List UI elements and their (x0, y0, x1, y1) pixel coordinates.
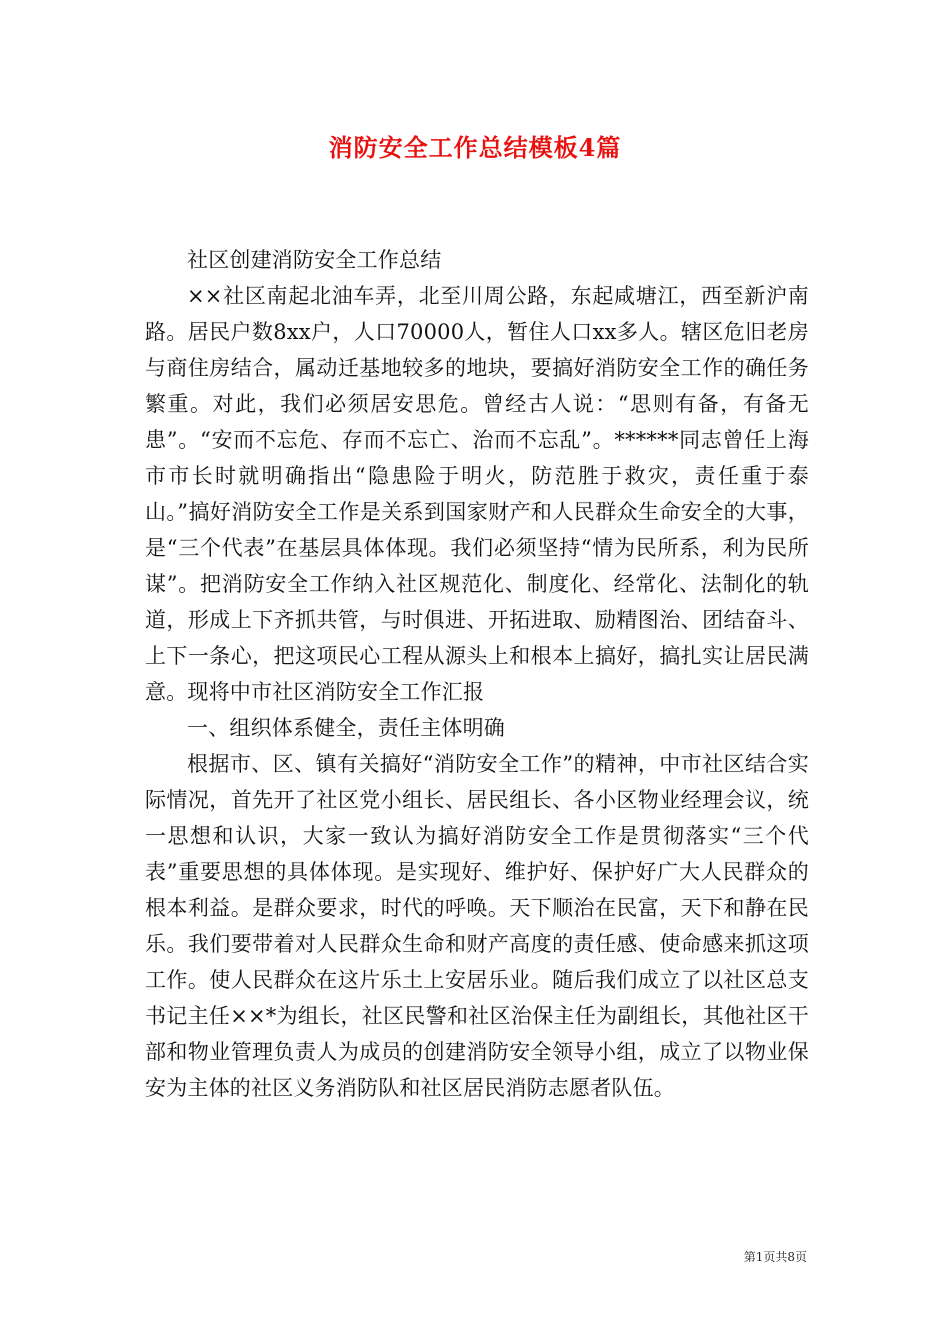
document-body (145, 242, 809, 1106)
section-heading: 一、组织体系健全，责任主体明确 (187, 716, 505, 740)
section-heading: 社区创建消防安全工作总结 (187, 248, 442, 272)
document-title: 消防安全工作总结模板4篇 (328, 133, 622, 162)
body-paragraph: 根据市、区、镇有关搞好“消防安全工作”的精神，中市社区结合实际情况，首先开了社区党小组长、居民组长、各小区物业经理会议，统一思想和认识，大家一致认为搞好消防安全工作是贯彻落实“三个代表”重要思想的具体体现。是实现好、维护好、保护好广大人民群众的根本利益。是群众要求，时代的呼唤。天下顺治在民富，天下和静在民乐。我们要带着对人民群众生命和财产高度的责任感、使命感来抓这项工作。使人民群众在这片乐土上安居乐业。随后我们成立了以社区总支书记主任××*为组长，社区民警和社区治保主任为副组长，其他社区干部和物业管理负责人为成员的创建消防安全领导小组，成立了以物业保安为主体的社区义务消防队和社区居民消防志愿者队伍。 (145, 752, 809, 1100)
body-paragraph: ××社区南起北油车弄，北至川周公路，东起咸塘江，西至新沪南路。居民户数8xx户，人口70000人，暂住人口xx多人。辖区危旧老房与商住房结合，属动迁基地较多的地块，要搞好消防安全工作的确任务繁重。对此，我们必须居安思危。曾经古人说：“思则有备，有备无患”。“安而不忘危、存而不忘亡、治而不忘乱”。******同志曾任上海市市长时就明确指出“隐患险于明火，防范胜于救灾，责任重于泰山。”搞好消防安全工作是关系到国家财产和人民群众生命安全的大事，是“三个代表”在基层具体体现。我们必须坚持“情为民所系，利为民所谋”。把消防安全工作纳入社区规范化、制度化、经常化、法制化的轨道，形成上下齐抓共管，与时俱进、开拓进取、励精图治、团结奋斗、上下一条心，把这项民心工程从源头上和根本上搞好，搞扎实让居民满意。现将中市社区消防安全工作汇报 (145, 284, 809, 704)
page-number: 第1页共8页 (743, 1250, 807, 1264)
